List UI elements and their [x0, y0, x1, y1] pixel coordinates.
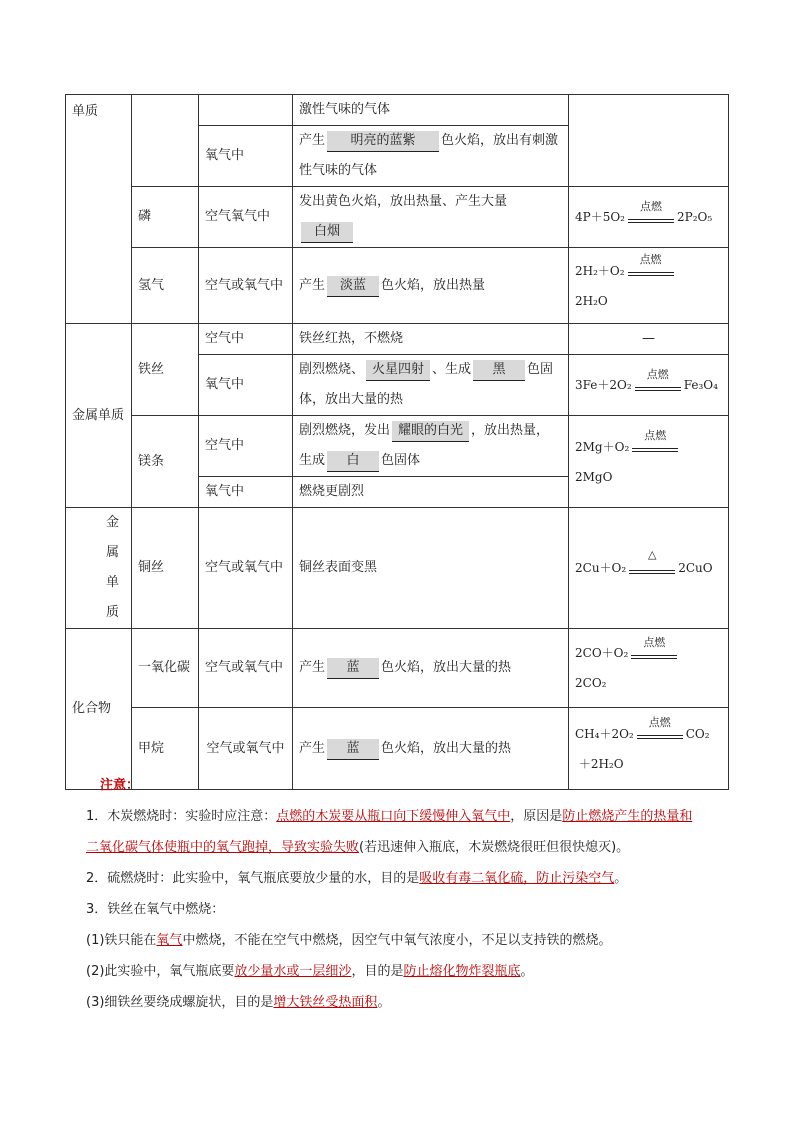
answer-blank: 黑 [473, 360, 525, 381]
phenomenon-text: 产生 [299, 660, 326, 675]
phenomenon-text: 色火焰，放出有刺激性气味的气体 [299, 133, 559, 178]
equation-cell [569, 355, 729, 416]
phenomenon-cell: 燃烧更剧烈 [293, 477, 569, 508]
phenomenon-text: 色火焰，放出大量的热 [381, 660, 512, 675]
phenomenon-text: 产生 [299, 133, 326, 148]
note-text: ，原因是 [510, 809, 563, 824]
condition-label: 点燃 [640, 199, 662, 213]
substance-cell: 甲烷 [132, 708, 199, 790]
equation-reactants: 3Fe＋2O₂ [575, 378, 632, 392]
note-answer: 增大铁丝受热面积 [273, 995, 378, 1010]
condition-cell: 空气或氧气中 [199, 508, 293, 629]
note-text: 。 [614, 871, 628, 886]
note-1 [86, 801, 736, 832]
note-text: (2)此实验中，氧气瓶底要 [86, 964, 235, 979]
equation-products: 2H₂O [575, 293, 608, 308]
answer-blank: 耀眼的白光 [392, 421, 469, 442]
phenomenon-cell [293, 355, 569, 416]
note-3a [86, 925, 736, 956]
note-answer: 吸收有毒二氧化硫，防止污染空气 [419, 871, 615, 886]
answer-blank: 蓝 [327, 739, 379, 760]
answer-blank: 火星四射 [366, 360, 430, 381]
substance-cell: 氢气 [132, 248, 199, 324]
equation-reactants: 2Mg＋O₂ [575, 439, 630, 454]
note-3: 3．铁丝在氧气中燃烧： [86, 902, 225, 917]
phenomenon-text: 发出黄色火焰，放出热量、产生大量 [299, 194, 508, 209]
substance-cell: 镁条 [132, 416, 199, 508]
note-3b [86, 956, 736, 987]
answer-blank: 白烟 [301, 222, 353, 243]
notes-section [86, 770, 736, 1018]
group-cell-metals: 金属单质 [66, 508, 132, 629]
condition-cell [199, 95, 293, 126]
phenomenon-text: 、生成 [432, 362, 472, 377]
equation-products: 2P₂O₅ [677, 210, 713, 224]
equation-cell [569, 248, 729, 324]
reaction-condition [632, 429, 678, 458]
note-1-cont [86, 832, 736, 863]
equation-products: 2CO₂ [575, 676, 607, 690]
substance-cell: 铁丝 [132, 324, 199, 416]
heat-symbol-icon: △ [647, 547, 657, 561]
condition-cell: 空气氧气中 [199, 187, 293, 248]
phenomenon-cell [293, 126, 569, 187]
condition-cell: 空气或氧气中 [199, 248, 293, 324]
phenomenon-text: 色火焰，放出大量的热 [381, 740, 512, 756]
phenomenon-cell: 激性气味的气体 [293, 95, 569, 126]
note-text: 1．木炭燃烧时：实验时应注意： [86, 809, 277, 824]
substance-cell: 铜丝 [132, 508, 199, 629]
answer-blank: 白 [327, 451, 379, 472]
equation-products: Fe₃O₄ [683, 378, 718, 392]
equation-products: 2MgO [575, 469, 613, 484]
note-text: (1)铁只能在 [86, 933, 157, 948]
note-answer: 放少量水或一层细沙 [234, 964, 352, 979]
equation-reactants: CH₄＋2O₂ [575, 726, 634, 741]
condition-cell: 空气中 [199, 416, 293, 477]
phenomenon-text: 色火焰，放出热量 [381, 277, 486, 293]
note-text: (3)细铁丝要绕成螺旋状，目的是 [86, 995, 274, 1010]
equation-products: 2CuO [678, 561, 713, 575]
equation-reactants: 2Cu＋O₂ [575, 561, 627, 575]
note-answer: 二氧化碳气体使瓶中的氧气跑掉，导致实验失败 [86, 840, 360, 855]
group-cell-metals: 金属单质 [66, 324, 132, 508]
condition-label: 点燃 [643, 635, 666, 649]
note-text: 中燃烧，不能在空气中燃烧，因空气中氧气浓度小，不足以支持铁的燃烧。 [182, 933, 612, 948]
phenomenon-text: 产生 [299, 277, 326, 293]
phenomenon-cell [293, 416, 569, 477]
phenomenon-text: 色固体 [381, 453, 421, 468]
condition-label: 点燃 [639, 253, 662, 266]
condition-label: 点燃 [648, 716, 671, 729]
substance-cell: 磷 [132, 187, 199, 248]
equation-cell [569, 416, 729, 508]
equation-reactants: 2CO＋O₂ [575, 646, 629, 660]
equation-cell [569, 187, 729, 248]
equation-products: ＋2H₂O [578, 756, 624, 771]
phenomenon-cell: 铜丝表面变黑 [293, 508, 569, 629]
reaction-condition [637, 716, 683, 745]
note-answer: 点燃的木炭要从瓶口向下缓慢伸入氧气中 [276, 809, 511, 824]
equation-cell [569, 508, 729, 629]
condition-label: 点燃 [646, 367, 669, 381]
phenomenon-cell [293, 248, 569, 324]
reaction-condition [628, 199, 674, 229]
note-answer: 氧气 [156, 933, 183, 948]
notes-title: 注意： [100, 778, 140, 793]
phenomenon-cell [293, 187, 569, 248]
condition-cell: 空气中 [199, 324, 293, 355]
phenomenon-text: 剧烈燃烧，发出 [299, 423, 391, 438]
note-text: 。 [520, 964, 534, 979]
equation-cell [569, 95, 729, 187]
reaction-condition [628, 253, 674, 282]
note-text: (若迅速伸入瓶底，木炭燃烧很旺但很快熄灭)。 [359, 840, 630, 855]
substance-cell-sulfur [132, 95, 199, 187]
condition-cell: 空气或氧气中 [199, 708, 293, 790]
note-text: 2．硫燃烧时：此实验中，氧气瓶底要放少量的水，目的是 [86, 871, 420, 886]
answer-blank: 蓝 [327, 658, 379, 679]
note-text: ，目的是 [351, 964, 404, 979]
reaction-condition [629, 547, 675, 580]
answer-blank: 明亮的蓝紫 [327, 131, 439, 152]
reaction-condition [635, 367, 681, 397]
note-text: 。 [377, 995, 391, 1010]
equation-reactants: 2H₂＋O₂ [575, 263, 625, 278]
group-cell-compounds: 化合物 [66, 629, 132, 790]
condition-label: 点燃 [644, 429, 667, 442]
substance-cell: 一氧化碳 [132, 629, 199, 708]
combustion-table [65, 94, 729, 790]
note-answer: 防止燃烧产生的热量和 [562, 809, 693, 824]
answer-blank: 淡蓝 [327, 276, 379, 297]
condition-cell: 氧气中 [199, 477, 293, 508]
equation-cell [569, 629, 729, 708]
note-3c [86, 987, 736, 1018]
phenomenon-text: ，放出热量，生成 [299, 423, 550, 468]
note-answer: 防止熔化物炸裂瓶底 [403, 964, 521, 979]
group-cell-elements: 单质 [66, 95, 132, 324]
equation-products: CO₂ [685, 726, 710, 741]
phenomenon-text: 剧烈燃烧、 [299, 362, 365, 377]
phenomenon-cell: 铁丝红热，不燃烧 [293, 324, 569, 355]
note-2 [86, 863, 736, 894]
phenomenon-cell [293, 629, 569, 708]
condition-cell: 氧气中 [199, 126, 293, 187]
phenomenon-text: 产生 [299, 740, 326, 756]
phenomenon-text: 色固体，放出大量的热 [299, 362, 554, 407]
condition-cell: 空气或氧气中 [199, 629, 293, 708]
reaction-condition [631, 635, 677, 665]
condition-cell: 氧气中 [199, 355, 293, 416]
equation-reactants: 4P＋5O₂ [575, 210, 625, 224]
equation-cell: — [569, 324, 729, 355]
